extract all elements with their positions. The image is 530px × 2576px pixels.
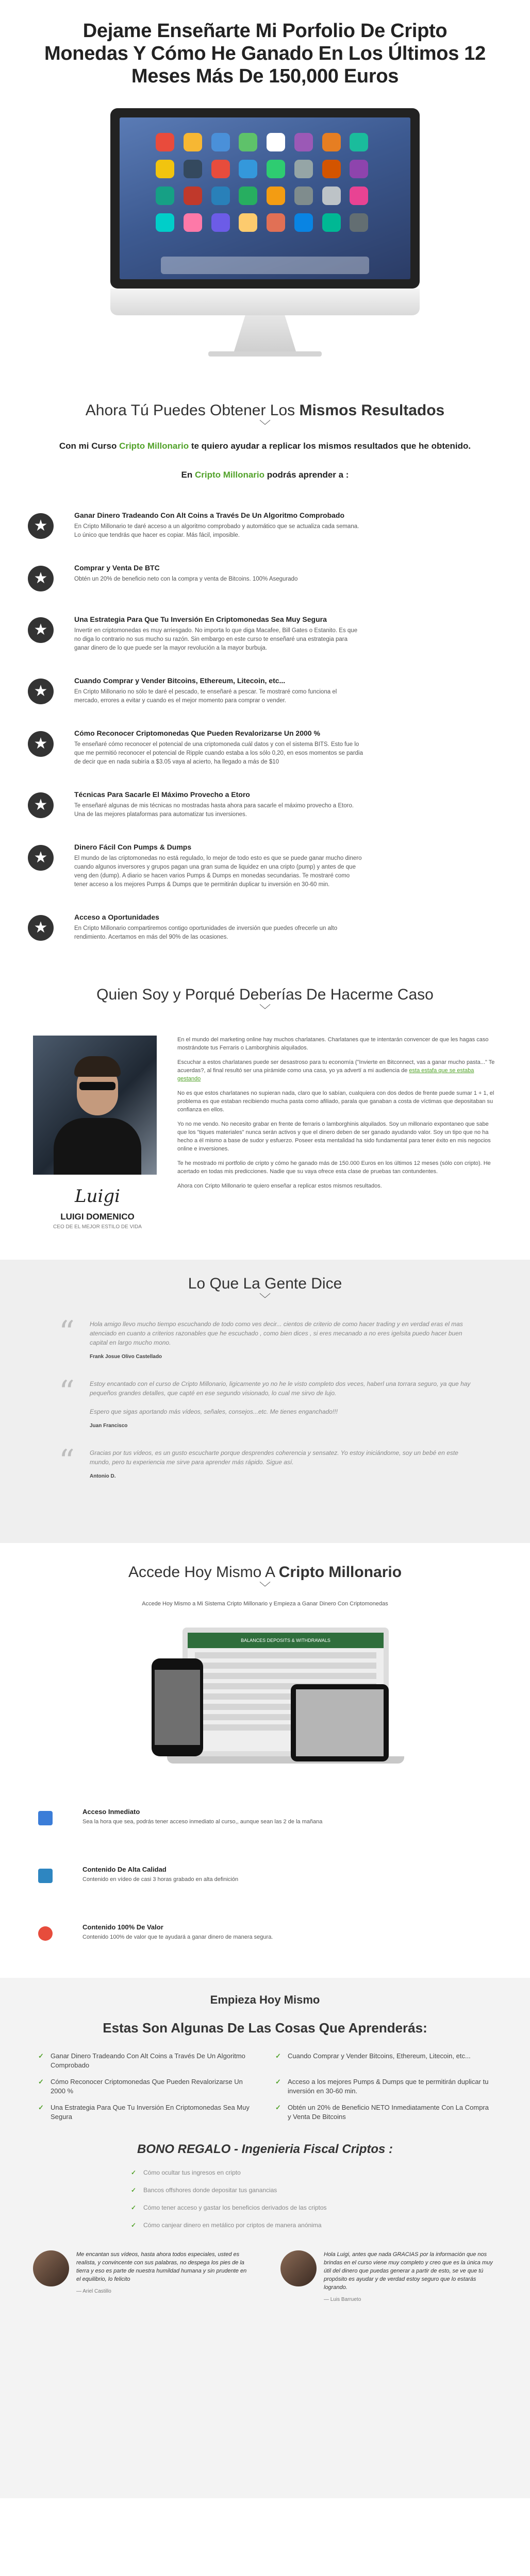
chevron-down-icon: ﹀ bbox=[259, 1293, 271, 1306]
learn-item bbox=[38, 2077, 255, 2096]
check-icon: ✓ bbox=[38, 2052, 44, 2060]
review-author: — Luis Barrueto bbox=[324, 2297, 361, 2302]
benefit-list bbox=[38, 1808, 492, 1941]
app-icon bbox=[156, 213, 174, 232]
feature-item bbox=[28, 511, 502, 540]
benefit-text: Contenido 100% de valor que te ayudará a ganar dinero de manera segura. bbox=[82, 1934, 273, 1940]
app-icon bbox=[294, 187, 313, 205]
about-paragraph: No es que estos charlatanes no supieran nada, claro que lo sabían, cualquiera con dos dedos de frente puede sumar 1 + 1, el problema es que estaban recibiendo mucha pasta como afiliado, parala que ganaban a costa de víctimas que depositaban su confianza en ellos. bbox=[177, 1090, 494, 1113]
feature-item bbox=[28, 913, 502, 942]
app-icon bbox=[184, 160, 202, 178]
learn-item bbox=[275, 2103, 492, 2122]
dock bbox=[161, 257, 369, 274]
app-icon bbox=[267, 160, 285, 178]
feature-title: Técnicas Para Sacarle El Máximo Provecho a Etoro bbox=[74, 790, 250, 799]
imac-stand bbox=[234, 315, 296, 351]
testimonial-list bbox=[59, 1314, 471, 1481]
feature-title: Ganar Dinero Tradeando Con Alt Coins a Través De Un Algoritmo Comprobado bbox=[74, 511, 345, 519]
about-text bbox=[162, 1036, 497, 1230]
about-paragraph: Te he mostrado mi portfolio de cripto y cómo he ganado más de 150.000 Euros en los últimos 12 meses (sólo con cripto). He acertado en todas mis predicciones. Nadie que su vaya ofrece esta clase de pruebas tan contundentes. bbox=[177, 1160, 491, 1175]
brand-name: Cripto Millonario bbox=[119, 441, 189, 451]
feature-text: En Cripto Millonario te daré acceso a un algoritmo comprobado y automático que se actualiza cada semana. Lo único que tendrás que hacer es copiar. Más fácil, imposible. bbox=[74, 523, 359, 538]
feature-text: Invertir en criptomonedas es muy arriesgado. No importa lo que diga Macafee, Bill Gates o Estanito. Es que no diga lo contrario no sus mucho su razón. Sin embargo en este curso te enseñaré una estrategia para ganar dinero de lo que puede ser la mayor revolución a la mayor burbuja. bbox=[74, 628, 358, 651]
bonus-item bbox=[131, 2185, 399, 2195]
app-icon bbox=[322, 160, 341, 178]
check-icon: ✓ bbox=[38, 2078, 44, 2086]
bonus-item bbox=[131, 2168, 399, 2177]
video-icon bbox=[38, 1869, 53, 1883]
star-icon: ★ bbox=[28, 679, 54, 704]
app-icon bbox=[322, 213, 341, 232]
about-paragraph: En el mundo del marketing online hay muchos charlatanes. Charlatanes que te intentarán convencer de que les hagas caso mostrándote tus Ferraris o Lamborghinis alquilados. bbox=[177, 1037, 489, 1051]
intro-part-a: Con mi Curso bbox=[59, 441, 120, 451]
author-photo bbox=[33, 1036, 157, 1175]
feature-list bbox=[28, 511, 502, 942]
app-icon bbox=[239, 133, 257, 151]
feature-title: Una Estrategia Para Que Tu Inversión En Criptomonedas Sea Muy Segura bbox=[74, 615, 327, 623]
feature-item bbox=[28, 564, 502, 591]
feature-text: Te enseñaré algunas de mis técnicas no mostradas hasta ahora para sacarle el máximo provecho a Etoro. Una de las mejores plataformas para automatizar tus inversiones. bbox=[74, 803, 354, 818]
about-paragraph bbox=[177, 1058, 497, 1083]
testimonial-author: Frank Josue Olivo Castellado bbox=[90, 1354, 162, 1360]
imac-chin bbox=[110, 289, 420, 315]
author-name: LUIGI DOMENICO bbox=[60, 1212, 135, 1222]
review-item bbox=[33, 2250, 250, 2304]
bonus-list bbox=[131, 2168, 399, 2230]
learn-item-text: Cómo Reconocer Criptomonedas Que Pueden Revalorizarse Un 2000 % bbox=[51, 2078, 243, 2095]
star-icon: ★ bbox=[28, 617, 54, 643]
feature-item bbox=[28, 676, 502, 705]
access-heading-bold: Cripto Millonario bbox=[278, 1564, 402, 1581]
star-icon: ★ bbox=[28, 792, 54, 818]
testimonial-item bbox=[59, 1374, 471, 1431]
about-paragraph-text: Escuchar a estos charlatanes puede ser desastroso para tu economía ("Invierte en Bitconnect, vas a ganar mucho pasta..." Te acuerdas?, al final resultó ser una pirámide como una casa, yo ya advertí a mi audiencia de bbox=[177, 1059, 495, 1074]
benefit-text: Sea la hora que sea, podrás tener acceso inmediato al curso,, aunque sean las 2 de la mañana bbox=[82, 1819, 323, 1825]
results-heading-normal: Ahora Tú Puedes Obtener Los bbox=[85, 402, 300, 419]
learn-item-text: Acceso a los mejores Pumps & Dumps que te permitirán duplicar tu inversión en 30-60 min. bbox=[288, 2078, 489, 2095]
quote-icon: “ bbox=[59, 1443, 75, 1479]
star-icon: ★ bbox=[28, 513, 54, 539]
testimonial-author: Antonio D. bbox=[90, 1473, 116, 1479]
app-icon bbox=[156, 187, 174, 205]
learn-item-text: Cuando Comprar y Vender Bitcoins, Ethereum, Litecoin, etc... bbox=[288, 2052, 471, 2060]
star-icon: ★ bbox=[28, 915, 54, 941]
quote-icon: “ bbox=[59, 1314, 75, 1350]
check-icon: ✓ bbox=[38, 2104, 44, 2111]
bonus-item-text: Cómo ocultar tus ingresos en cripto bbox=[143, 2169, 241, 2176]
review-author: — Ariel Castillo bbox=[76, 2289, 111, 2294]
app-icon bbox=[211, 160, 230, 178]
tablet-mockup bbox=[291, 1684, 389, 1761]
app-icon bbox=[294, 133, 313, 151]
feature-title: Comprar y Venta De BTC bbox=[74, 564, 160, 572]
brand-name: Cripto Millonario bbox=[194, 470, 265, 480]
benefit-text: Contenido en vídeo de casi 3 horas grabado en alta definición bbox=[82, 1876, 239, 1883]
app-icon bbox=[294, 160, 313, 178]
check-icon: ✓ bbox=[275, 2052, 281, 2060]
review-text: Me encantan sus vídeos, hasta ahora todos especiales, usted es realista, y convincente con sus palabras, no despega los pies de la tierra y eso es parte de nuestra humildad humana y sin prudente en el equilibrio, lo felicito bbox=[76, 2251, 247, 2282]
check-icon: ✓ bbox=[131, 2169, 137, 2176]
benefit-title: Contenido 100% De Valor bbox=[82, 1923, 163, 1931]
learn-part-a: En bbox=[181, 470, 195, 480]
access-subtitle: Accede Hoy Mismo a Mi Sistema Cripto Millonario y Empieza a Ganar Dinero Con Criptomonedas bbox=[142, 1601, 388, 1607]
about-body bbox=[33, 1036, 497, 1230]
app-icon bbox=[267, 213, 285, 232]
access-heading bbox=[0, 1564, 530, 1581]
app-icon bbox=[239, 187, 257, 205]
results-heading bbox=[0, 402, 530, 419]
imac-image bbox=[110, 108, 420, 357]
testimonials-heading: Lo Que La Gente Dice bbox=[188, 1275, 342, 1292]
author-subtitle: CEO DE EL MEJOR ESTILO DE VIDA bbox=[53, 1224, 142, 1230]
start-section bbox=[0, 1978, 530, 2498]
star-icon: ★ bbox=[28, 731, 54, 757]
review-author-name: Luis Barrueto bbox=[330, 2297, 361, 2302]
chevron-down-icon: ﹀ bbox=[259, 419, 271, 432]
app-icon bbox=[350, 133, 368, 151]
app-icon bbox=[350, 213, 368, 232]
laptop-icon bbox=[38, 1811, 53, 1825]
feature-text: El mundo de las criptomonedas no está regulado, lo mejor de todo esto es que se puede ganar mucho dinero cuando algunos inversores y grupos pagan una gran suma de liquidez en una cripto (pump) y antes de que veng den (dump). A diario se hacen varios Pumps & Dumps en monedas secundarias. Te mostraré como tener acceso a los mejores Pumps & Dumps que te permitirán duplicar tu inversión en 30-60 min. bbox=[74, 855, 362, 888]
learn-item bbox=[275, 2077, 492, 2096]
imac-foot bbox=[208, 351, 322, 357]
feature-item bbox=[28, 790, 502, 819]
bonus-item bbox=[131, 2221, 399, 2230]
hero-section bbox=[0, 0, 530, 355]
benefit-item bbox=[38, 1808, 492, 1825]
app-icon bbox=[350, 160, 368, 178]
check-icon: ✓ bbox=[275, 2078, 281, 2086]
feature-text: Te enseñaré cómo reconocer el potencial de una criptomoneda cuál datos y con el sistema BITS. Esto fue lo que me permitió reconocer el potencial de Ripple cuando estaba a los sólo 0,20, en esos momentos se pardia de decir que en nada subiría a $3.05 vaya al acierto, ha llegado a más de $10 bbox=[74, 741, 363, 765]
review-author-name: Ariel Castillo bbox=[82, 2289, 111, 2294]
check-icon: ✓ bbox=[131, 2204, 137, 2211]
app-icon bbox=[211, 187, 230, 205]
app-icon bbox=[267, 133, 285, 151]
about-heading: Quien Soy y Porqué Deberías De Hacerme Caso bbox=[96, 986, 434, 1003]
learn-item bbox=[38, 2052, 255, 2070]
feature-title: Cuando Comprar y Vender Bitcoins, Ethereum, Litecoin, etc... bbox=[74, 676, 286, 685]
app-icon bbox=[350, 187, 368, 205]
badge-icon bbox=[38, 1926, 53, 1941]
learn-list bbox=[38, 2052, 492, 2122]
access-section bbox=[0, 1543, 530, 1941]
app-icon bbox=[156, 160, 174, 178]
star-icon: ★ bbox=[28, 566, 54, 591]
feature-item bbox=[28, 843, 502, 889]
testimonial-text: Gracias por tus vídeos, es un gusto escucharte porque desprendes coherencia y sensatez. Yo estoy iniciándome, soy un bebé en este mundo, pero tu experiencia me sirve para aprender más rápido. Sigue así. bbox=[90, 1449, 458, 1466]
about-section bbox=[0, 965, 530, 1230]
review-text: Hola Luigi, antes que nada GRACIAS por la información que nos brindas en el curso viene muy completo y creo que es la única muy útil del dinero que puedas generar a partir de esto, se ve que tú propósito es ayudar y de verdad estoy seguro que lo estarás logrando. bbox=[324, 2251, 493, 2291]
about-paragraph: Ahora con Cripto Millonario te quiero enseñar a replicar estos mismos resultados. bbox=[177, 1183, 382, 1189]
check-icon: ✓ bbox=[131, 2187, 137, 2194]
app-icon bbox=[184, 133, 202, 151]
feature-item bbox=[28, 729, 502, 767]
start-title: Empieza Hoy Mismo bbox=[210, 1993, 320, 2006]
feature-text: En Cripto Millonario no sólo te daré el pescado, te enseñaré a pescar. Te mostraré como funciona el mercado, errores a evitar y cuando es el mejor momento para comprar o vender. bbox=[74, 689, 337, 704]
app-icon bbox=[239, 213, 257, 232]
bonus-heading: BONO REGALO - Ingenieria Fiscal Criptos : bbox=[137, 2142, 393, 2156]
testimonial-text: Hola amigo llevo mucho tiempo escuchando de todo como ves decir... cientos de criterio de como hacer trading y en verdad eras el mas atenciado en cuanto a criterios razonables que he escuchado , como bien dices , si eres mecanado a no eres igelsita puedo hacer buen capital en largo mucho mono. bbox=[90, 1320, 463, 1346]
feature-item bbox=[28, 615, 502, 653]
feature-title: Acceso a Oportunidades bbox=[74, 913, 159, 921]
phone-mockup bbox=[152, 1658, 203, 1756]
bonus-item-text: Cómo tener acceso y gastar los beneficios derivados de las criptos bbox=[143, 2204, 327, 2211]
quote-icon: “ bbox=[59, 1374, 75, 1410]
access-heading-normal: Accede Hoy Mismo A bbox=[128, 1564, 279, 1581]
learn-intro bbox=[0, 470, 530, 480]
bonus-item bbox=[131, 2203, 399, 2212]
imac-screen bbox=[110, 108, 420, 289]
feature-text: Obtén un 20% de beneficio neto con la compra y venta de Bitcoins. 100% Asegurado bbox=[74, 576, 298, 582]
laptop-title: BALANCES DEPOSITS & WITHDRAWALS bbox=[241, 1638, 330, 1643]
testimonial-text: Estoy encantado con el curso de Cripto Millonario, ligicamente yo no he le visto completo dos veces, haberl una torrara seguro, ya que hay pequeños grandes detalles, que capté en ese segundo visionado, lo cual me sirvo de lujo. Espero que sigas aportando más vídeos, señales, consejos...etc. Me tienes enganchado!!! bbox=[90, 1380, 471, 1415]
learn-item bbox=[38, 2103, 255, 2122]
results-heading-bold: Mismos Resultados bbox=[299, 402, 445, 419]
bonus-item-text: Bancos offshores donde depositar tus ganancias bbox=[143, 2187, 277, 2194]
app-icon bbox=[156, 133, 174, 151]
author-signature: Luigi bbox=[75, 1186, 120, 1207]
app-icon bbox=[322, 133, 341, 151]
review-item bbox=[280, 2250, 497, 2304]
app-icon bbox=[184, 187, 202, 205]
bonus-item-text: Cómo canjear dinero en metálico por criptos de manera anónima bbox=[143, 2222, 322, 2229]
benefit-item bbox=[38, 1923, 492, 1941]
scam-warning-link[interactable]: esta estafa que se estaba gestando bbox=[177, 1067, 474, 1082]
app-icon bbox=[184, 213, 202, 232]
feature-title: Dinero Fácil Con Pumps & Dumps bbox=[74, 843, 192, 851]
testimonial-item bbox=[59, 1314, 471, 1362]
imac-desktop bbox=[120, 117, 410, 279]
learn-part-b: podrás aprender a : bbox=[264, 470, 349, 480]
feature-text: En Cripto Millonario compartiremos contigo oportunidades de inversión que puedes ofrecerle un alto rendimiento. Acertamos en más del 90% de las ocasiones. bbox=[74, 925, 338, 940]
intro-part-b: te quiero ayudar a replicar los mismos resultados que he obtenido. bbox=[189, 441, 471, 451]
author-card bbox=[33, 1036, 162, 1230]
course-intro bbox=[0, 441, 530, 451]
benefit-title: Contenido De Alta Calidad bbox=[82, 1866, 167, 1873]
review-list bbox=[33, 2250, 497, 2304]
laptop-header bbox=[188, 1633, 384, 1648]
avatar bbox=[280, 2250, 317, 2286]
star-icon: ★ bbox=[28, 845, 54, 871]
learn-list-heading: Estas Son Algunas De Las Cosas Que Aprenderás: bbox=[103, 2020, 427, 2036]
devices-mockup bbox=[121, 1628, 409, 1782]
testimonial-author: Juan Francisco bbox=[90, 1423, 128, 1429]
learn-item-text: Ganar Dinero Tradeando Con Alt Coins a Través De Un Algoritmo Comprobado bbox=[51, 2052, 245, 2069]
benefit-title: Acceso Inmediato bbox=[82, 1808, 140, 1816]
hero-title: Dejame Enseñarte Mi Porfolio De Cripto Monedas Y Cómo He Ganado En Los Últimos 12 Meses Más De 150,000 Euros bbox=[44, 20, 486, 87]
check-icon: ✓ bbox=[131, 2222, 137, 2229]
app-icon bbox=[322, 187, 341, 205]
app-icon bbox=[294, 213, 313, 232]
chevron-down-icon: ﹀ bbox=[259, 1581, 271, 1594]
app-icon bbox=[211, 133, 230, 151]
testimonial-item bbox=[59, 1443, 471, 1481]
results-section bbox=[0, 355, 530, 942]
feature-title: Cómo Reconocer Criptomonedas Que Pueden Revalorizarse Un 2000 % bbox=[74, 729, 320, 737]
check-icon: ✓ bbox=[275, 2104, 281, 2111]
app-icon bbox=[211, 213, 230, 232]
benefit-item bbox=[38, 1866, 492, 1883]
about-paragraph: Yo no me vendo. No necesito grabar en frente de ferraris o lamborghinis alquilados. Soy un millonario expontaneo que sabe que los "tiques materiales" nunca serán activos y que el dinero deben de ser ganado ayudando valor. Soy un tipo que no ha hecho a él mismo a base de sudor y esfuerzo. Poseer esta mentalidad ha sido fundamental para tener éxito en mis negocios online e inversiones. bbox=[177, 1121, 491, 1152]
app-icon-grid bbox=[156, 133, 372, 232]
testimonials-section bbox=[0, 1260, 530, 1543]
learn-item bbox=[275, 2052, 492, 2070]
app-icon bbox=[267, 187, 285, 205]
app-icon bbox=[239, 160, 257, 178]
learn-item-text: Obtén un 20% de Beneficio NETO Inmediatamente Con La Compra y Venta De Bitcoins bbox=[288, 2104, 489, 2121]
learn-item-text: Una Estrategia Para Que Tu Inversión En Criptomonedas Sea Muy Segura bbox=[51, 2104, 250, 2121]
chevron-down-icon: ﹀ bbox=[259, 1004, 271, 1016]
avatar bbox=[33, 2250, 69, 2286]
